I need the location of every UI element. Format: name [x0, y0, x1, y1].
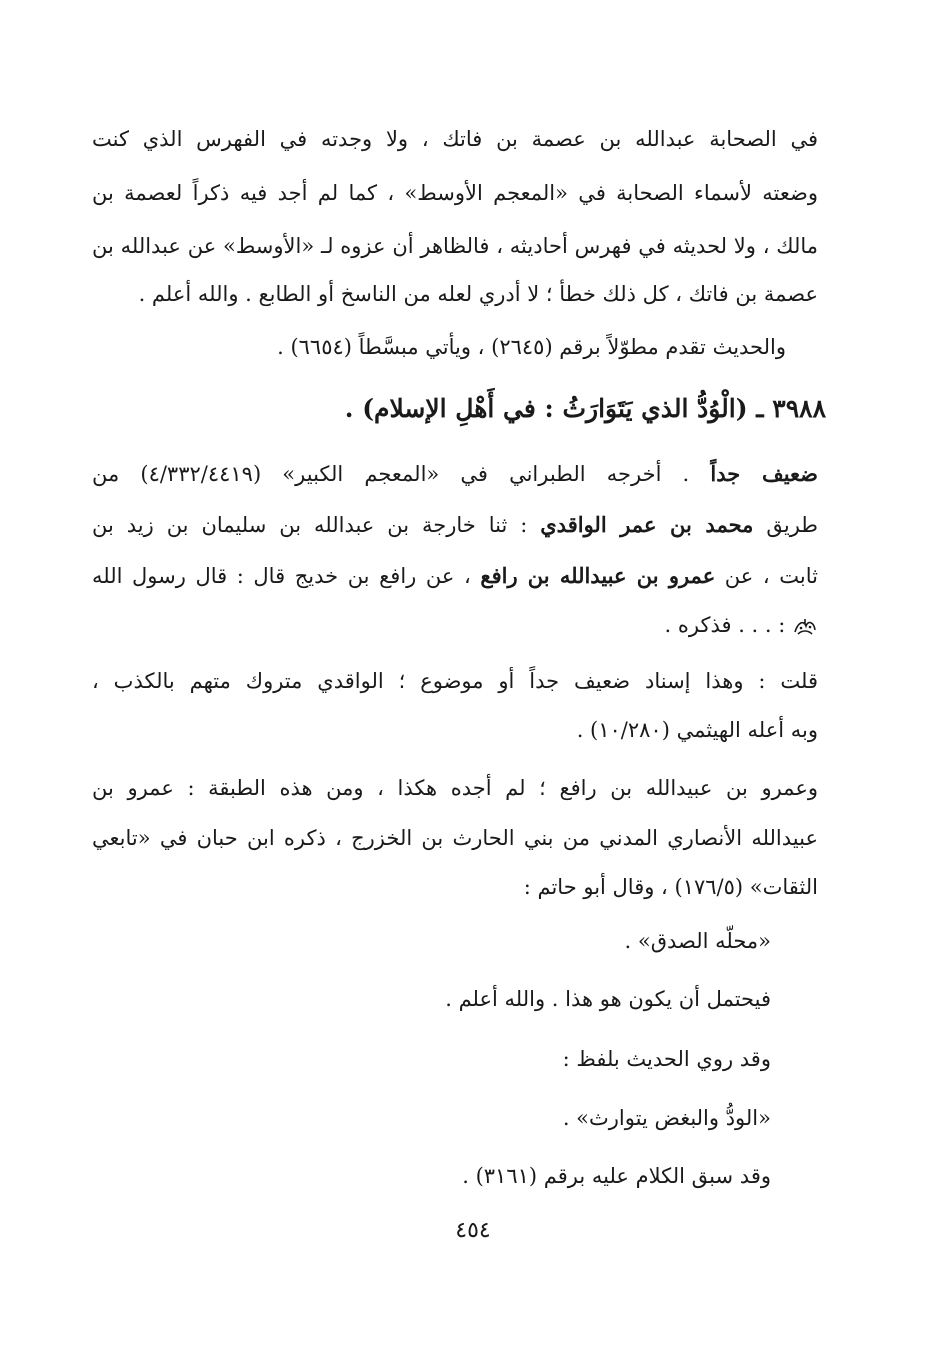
salutation-seal-icon: [792, 616, 818, 638]
text-line: [92, 510, 818, 540]
text-span: . أخرجه الطبراني في «المعجم الكبير» (٤/٣٣٢/٤٤١٩) من: [92, 462, 711, 486]
text-span: ، عن رافع بن خديج قال : قال رسول الله: [92, 564, 481, 588]
text-span: : . . . فذكره .: [664, 613, 792, 637]
quote-line: «الودُّ والبغض يتوارث» .: [562, 1106, 771, 1130]
narrator-name: عمرو بن عبيدالله بن رافع: [480, 563, 716, 588]
page-number: ٤٥٤: [455, 1218, 491, 1243]
text-line: وعمرو بن عبيدالله بن رافع ؛ لم أجده هكذا ، ومن هذه الطبقة : عمرو بن: [92, 776, 818, 800]
text-span: ثابت ، عن: [715, 564, 818, 588]
text-line: فيحتمل أن يكون هو هذا . والله أعلم .: [445, 987, 771, 1011]
text-span: طريق: [753, 513, 818, 537]
hadith-heading: ٣٩٨٨ ـ (الْوُدُّ الذي يَتَوَارَثُ : في أَهْلِ الإسلام) .: [344, 394, 826, 423]
quote-line: «محلّه الصدق» .: [624, 929, 771, 953]
text-line: وقد سبق الكلام عليه برقم (٣١٦١) .: [462, 1164, 771, 1188]
text-line: في الصحابة عبدالله بن عصمة بن فاتك ، ولا وجدته في الفهرس الذي كنت: [92, 127, 818, 151]
text-span: : ثنا خارجة بن عبدالله بن سليمان بن زيد بن: [92, 513, 541, 537]
text-line: [92, 561, 818, 591]
text-line: [665, 610, 818, 640]
text-line: عبيدالله الأنصاري المدني من بني الحارث بن الخزرج ، ذكره ابن حبان في «تابعي: [92, 826, 818, 850]
text-line: مالك ، ولا لحديثه في فهرس أحاديثه ، فالظاهر أن عزوه لـ «الأوسط» عن عبدالله بن: [92, 234, 818, 258]
text-line: والحديث تقدم مطوّلاً برقم (٢٦٤٥) ، ويأتي مبسَّطاً (٦٦٥٤) .: [277, 335, 786, 359]
text-line: وبه أعله الهيثمي (١٠/٢٨٠) .: [576, 718, 818, 742]
text-line: الثقات» (١٧٦/٥) ، وقال أبو حاتم :: [523, 875, 818, 899]
text-line: عصمة بن فاتك ، كل ذلك خطأ ؛ لا أدري لعله من الناسخ أو الطابع . والله أعلم .: [138, 282, 818, 306]
grading-text: ضعيف جداً: [710, 461, 819, 486]
text-line: قلت : وهذا إسناد ضعيف جداً أو موضوع ؛ الواقدي متروك متهم بالكذب ،: [92, 669, 818, 693]
text-line: [92, 459, 818, 489]
narrator-name: محمد بن عمر الواقدي: [540, 512, 754, 537]
text-line: وضعته لأسماء الصحابة في «المعجم الأوسط» ، كما لم أجد فيه ذكراً لعصمة بن: [92, 181, 818, 205]
text-line: وقد روي الحديث بلفظ :: [562, 1047, 771, 1071]
